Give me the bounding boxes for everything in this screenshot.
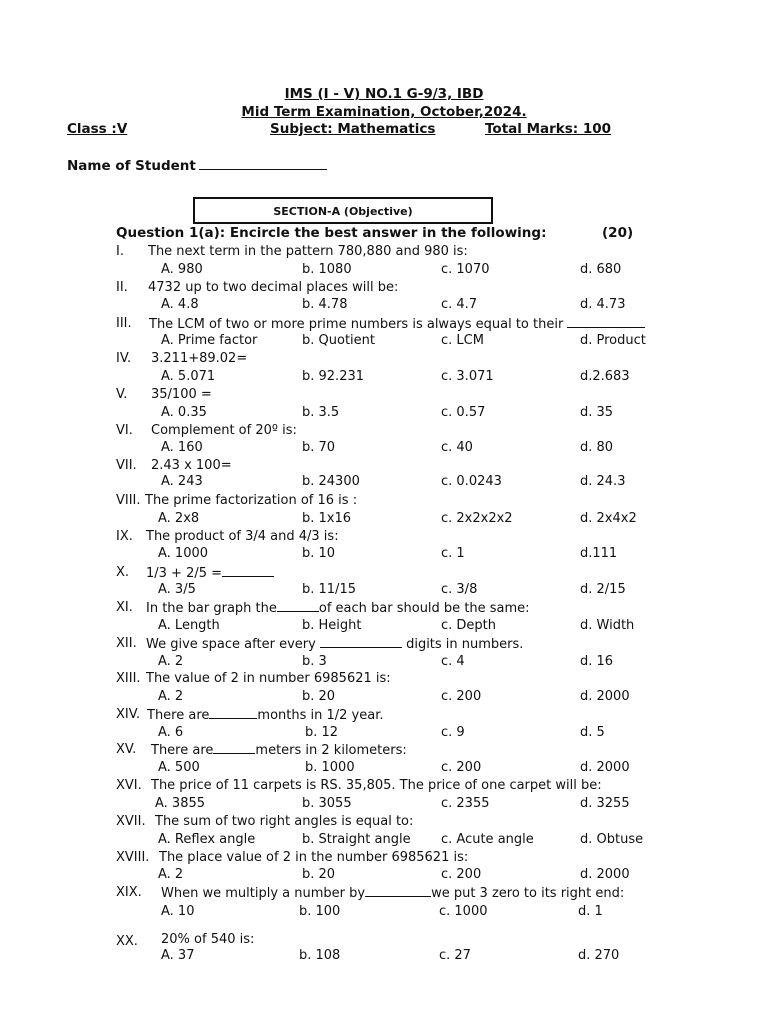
option-a[interactable]: A. 2: [158, 689, 184, 704]
option-b[interactable]: b. 1x16: [302, 511, 352, 526]
option-c[interactable]: c. 200: [441, 867, 482, 882]
question-text: The next term in the pattern 780,880 and 980 is:: [148, 244, 468, 259]
answer-blank[interactable]: [320, 636, 402, 648]
option-c[interactable]: c. LCM: [441, 333, 484, 348]
option-c[interactable]: c. 40: [441, 440, 473, 455]
option-a[interactable]: A. Length: [158, 618, 220, 633]
question-number: III.: [116, 316, 132, 331]
question-text: We give space after every: [146, 637, 316, 652]
question-number: IX.: [116, 529, 133, 544]
option-a[interactable]: A. 3/5: [158, 582, 196, 597]
option-b[interactable]: b. 12: [305, 725, 339, 740]
student-name-field[interactable]: [199, 157, 327, 170]
option-d[interactable]: d. 270: [578, 948, 620, 963]
question-marks: (20): [602, 225, 634, 241]
question-title: Question 1(a): Encircle the best answer in the following:: [116, 225, 547, 241]
option-d[interactable]: d. Product: [580, 333, 646, 348]
option-b[interactable]: b. 3055: [302, 796, 352, 811]
option-b[interactable]: b. 1080: [302, 262, 352, 277]
option-c[interactable]: c. Depth: [441, 618, 497, 633]
option-a[interactable]: A. 2: [158, 867, 184, 882]
question-number: XVIII.: [116, 850, 150, 865]
question-stem: [146, 600, 530, 616]
subject-label: Subject: Mathematics: [270, 121, 436, 137]
option-a[interactable]: A. 980: [161, 262, 203, 277]
answer-blank[interactable]: [222, 565, 274, 577]
option-c[interactable]: c. 200: [441, 689, 482, 704]
option-b[interactable]: b. 4.78: [302, 297, 348, 312]
option-c[interactable]: c. 27: [439, 948, 471, 963]
option-c[interactable]: c. 3.071: [441, 369, 494, 384]
question-number: XII.: [116, 636, 137, 651]
option-a[interactable]: A. 6: [158, 725, 184, 740]
question-text: 35/100 =: [151, 387, 212, 402]
option-c[interactable]: c. 9: [441, 725, 465, 740]
option-a[interactable]: A. 2: [158, 654, 184, 669]
question-number: XIII.: [116, 671, 141, 686]
class-label: Class :V: [67, 121, 128, 137]
option-b[interactable]: b. 11/15: [302, 582, 356, 597]
option-c[interactable]: c. 0.0243: [441, 474, 502, 489]
question-stem: [149, 316, 645, 332]
question-text: There are: [151, 743, 214, 758]
option-b[interactable]: b. Height: [302, 618, 362, 633]
option-c[interactable]: c. 200: [441, 760, 482, 775]
question-text: The LCM of two or more prime numbers is always equal to their: [149, 317, 564, 332]
question-number: XVI.: [116, 778, 142, 793]
option-d[interactable]: d. 2x4x2: [580, 511, 637, 526]
question-number: XIX.: [116, 885, 142, 900]
question-text: When we multiply a number by: [161, 886, 366, 901]
option-b[interactable]: b. 20: [302, 867, 336, 882]
question-text: 2.43 x 100=: [151, 458, 232, 473]
question-text: Complement of 20º is:: [151, 423, 297, 438]
option-d[interactable]: d. 2000: [580, 867, 630, 882]
option-c[interactable]: c. 0.57: [441, 405, 486, 420]
option-b[interactable]: b. 3.5: [302, 405, 340, 420]
option-b[interactable]: b. 3: [302, 654, 327, 669]
option-b[interactable]: b. Quotient: [302, 333, 375, 348]
question-stem: [151, 742, 407, 758]
option-c[interactable]: c. 1: [441, 546, 465, 561]
option-a[interactable]: A. 2x8: [158, 511, 200, 526]
option-a[interactable]: A. 5.071: [161, 369, 216, 384]
question-text: 4732 up to two decimal places will be:: [148, 280, 399, 295]
question-text: The price of 11 carpets is RS. 35,805. The price of one carpet will be:: [151, 778, 602, 793]
option-c[interactable]: c. 3/8: [441, 582, 478, 597]
option-d[interactable]: d. 1: [578, 904, 603, 919]
question-number: XX.: [116, 934, 138, 949]
question-text: In the bar graph the: [146, 601, 277, 616]
option-c[interactable]: c. 2x2x2x2: [441, 511, 513, 526]
question-number: X.: [116, 565, 130, 580]
option-d[interactable]: d. 2000: [580, 689, 630, 704]
option-d[interactable]: d. 3255: [580, 796, 630, 811]
option-b[interactable]: b. 1000: [305, 760, 355, 775]
option-c[interactable]: c. 1070: [441, 262, 490, 277]
option-b[interactable]: b. 20: [302, 689, 336, 704]
option-a[interactable]: A. 243: [161, 474, 203, 489]
option-d[interactable]: d.111: [580, 546, 618, 561]
question-text: we put 3 zero to its right end:: [431, 886, 625, 901]
option-c[interactable]: c. 4.7: [441, 297, 478, 312]
question-text: months in 1/2 year.: [257, 708, 384, 723]
school-title: IMS (I - V) NO.1 G-9/3, IBD: [284, 86, 484, 102]
option-c[interactable]: c. 2355: [441, 796, 490, 811]
question-text: 20% of 540 is:: [161, 932, 255, 947]
question-number: IV.: [116, 351, 132, 366]
answer-blank[interactable]: [277, 600, 319, 612]
option-d[interactable]: d.2.683: [580, 369, 630, 384]
question-stem: [146, 565, 274, 581]
option-a[interactable]: A. 500: [158, 760, 200, 775]
option-d[interactable]: d. 2/15: [580, 582, 626, 597]
option-d[interactable]: d. Width: [580, 618, 635, 633]
option-d[interactable]: d. 680: [580, 262, 622, 277]
option-d[interactable]: d. 5: [580, 725, 605, 740]
option-d[interactable]: d. Obtuse: [580, 832, 644, 847]
option-a[interactable]: A. 1000: [158, 546, 209, 561]
question-number: I.: [116, 244, 124, 259]
option-a[interactable]: A. Prime factor: [161, 333, 258, 348]
question-number: XVII.: [116, 814, 146, 829]
option-b[interactable]: b. 108: [299, 948, 341, 963]
question-text: 1/3 + 2/5 =: [146, 566, 223, 581]
total-marks-label: Total Marks: 100: [485, 121, 612, 137]
option-a[interactable]: A. 0.35: [161, 405, 207, 420]
question-text: digits in numbers.: [406, 637, 524, 652]
question-text: The place value of 2 in the number 6985621 is:: [159, 850, 469, 865]
option-a[interactable]: A. 37: [161, 948, 195, 963]
option-b[interactable]: b. 92.231: [302, 369, 365, 384]
question-number: XI.: [116, 600, 133, 615]
answer-blank[interactable]: [209, 707, 257, 719]
answer-blank[interactable]: [567, 316, 645, 328]
option-a[interactable]: A. Reflex angle: [158, 832, 256, 847]
option-a[interactable]: A. 3855: [155, 796, 206, 811]
option-d[interactable]: d. 4.73: [580, 297, 626, 312]
question-number: II.: [116, 280, 128, 295]
answer-blank[interactable]: [213, 742, 255, 754]
question-text: There are: [147, 708, 210, 723]
option-a[interactable]: A. 4.8: [161, 297, 199, 312]
question-stem: [146, 636, 523, 652]
option-b[interactable]: b. Straight angle: [302, 832, 411, 847]
exam-title: Mid Term Examination, October,2024.: [241, 104, 527, 120]
student-name-row: [67, 157, 327, 174]
question-number: XIV.: [116, 707, 141, 722]
option-d[interactable]: d. 2000: [580, 760, 630, 775]
question-number: VII.: [116, 458, 137, 473]
question-text: meters in 2 kilometers:: [255, 743, 407, 758]
question-number: V.: [116, 387, 128, 402]
option-b[interactable]: b. 24300: [302, 474, 360, 489]
option-c[interactable]: c. 1000: [439, 904, 488, 919]
question-number: VIII.: [116, 493, 141, 508]
student-name-label: Name of Student: [67, 158, 196, 174]
option-b[interactable]: b. 10: [302, 546, 336, 561]
question-stem: [161, 885, 624, 901]
question-number: XV.: [116, 742, 137, 757]
option-d[interactable]: d. 24.3: [580, 474, 626, 489]
question-text: 3.211+89.02=: [151, 351, 248, 366]
question-text: The product of 3/4 and 4/3 is:: [146, 529, 339, 544]
option-a[interactable]: A. 160: [161, 440, 203, 455]
question-text: The value of 2 in number 6985621 is:: [146, 671, 391, 686]
question-text: of each bar should be the same:: [318, 601, 530, 616]
option-d[interactable]: d. 16: [580, 654, 614, 669]
option-c[interactable]: c. Acute angle: [441, 832, 534, 847]
question-text: The sum of two right angles is equal to:: [155, 814, 414, 829]
question-text: The prime factorization of 16 is :: [145, 493, 358, 508]
option-b[interactable]: b. 70: [302, 440, 336, 455]
option-b[interactable]: b. 100: [299, 904, 341, 919]
question-stem: [147, 707, 383, 723]
section-a-box: SECTION-A (Objective): [193, 197, 493, 224]
question-number: VI.: [116, 423, 133, 438]
option-d[interactable]: d. 35: [580, 405, 614, 420]
option-d[interactable]: d. 80: [580, 440, 614, 455]
answer-blank[interactable]: [365, 885, 431, 897]
option-c[interactable]: c. 4: [441, 654, 465, 669]
option-a[interactable]: A. 10: [161, 904, 195, 919]
